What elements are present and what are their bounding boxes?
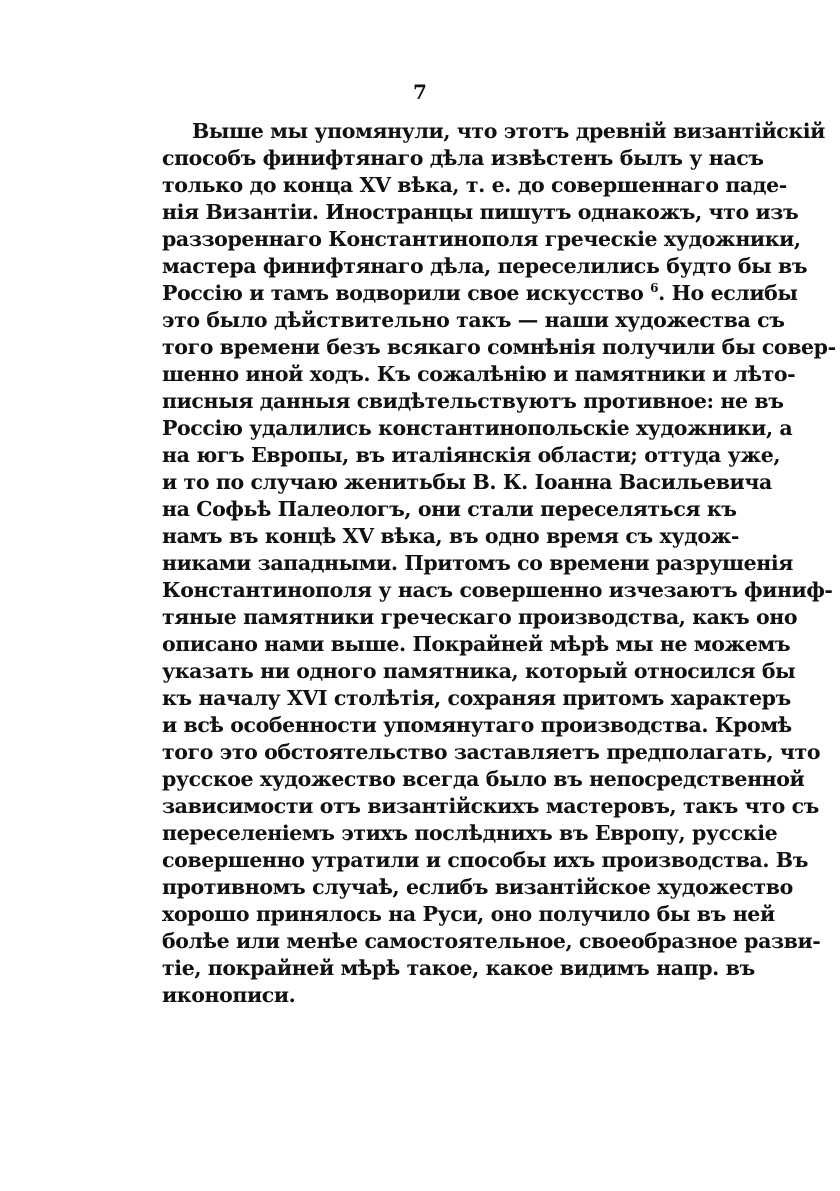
text-line: и всѣ особенности упомянутаго производства. Кромѣ — [162, 713, 792, 737]
text-line: Россію удалились константинопольскіе художники, а — [162, 416, 793, 440]
text-line: и то по случаю женитьбы В. К. Іоанна Васильевича — [162, 470, 772, 494]
text-line: русское художество всегда было въ непосредственной — [162, 767, 805, 791]
text-line: переселеніемъ этихъ послѣднихъ въ Европу, русскіе — [162, 821, 778, 845]
text-line: писныя данныя свидѣтельствуютъ противное: не въ — [162, 389, 784, 413]
text-line: мастера финифтянаго дѣла, переселились будто бы въ — [162, 254, 808, 278]
text-line: противномъ случаѣ, еслибъ византійское художество — [162, 875, 793, 899]
text-line: на Софьѣ Палеологъ, они стали переселяться къ — [162, 497, 737, 521]
body-paragraph — [162, 118, 836, 1009]
text-line: описано нами выше. Покрайней мѣрѣ мы не можемъ — [162, 632, 791, 656]
text-line: тяные памятники греческаго производства, какъ оно — [162, 605, 798, 629]
text-line: Выше мы упомянули, что этотъ древній византійскій — [192, 119, 825, 143]
text-line: шенно иной ходъ. Къ сожалѣнію и памятники и лѣто- — [162, 362, 796, 386]
text-line: зависимости отъ византійскихъ мастеровъ, такъ что съ — [162, 794, 819, 818]
text-line: болѣе или менѣе самостоятельное, своеобразное разви- — [162, 929, 821, 953]
text-line: только до конца XV вѣка, т. е. до совершеннаго паде- — [162, 173, 787, 197]
text-line: раззореннаго Константинополя греческіе художники, — [162, 227, 801, 251]
text-line: это было дѣйствительно такъ — наши художества съ — [162, 308, 785, 332]
text-line: намъ въ концѣ XV вѣка, въ одно время съ худож- — [162, 524, 740, 548]
text-line: того это обстоятельство заставляетъ предполагать, что — [162, 740, 821, 764]
text-line-with-footnote — [162, 280, 798, 307]
text-line: хорошо принялось на Руси, оно получило бы въ ней — [162, 902, 775, 926]
text-line: нія Византіи. Иностранцы пишутъ однакожъ, что изъ — [162, 200, 799, 224]
text-line: того времени безъ всякаго сомнѣнія получили бы совер- — [162, 335, 836, 359]
text-line: указать ни одного памятника, который относился бы — [162, 659, 796, 683]
text-line: тіе, покрайней мѣрѣ такое, какое видимъ напр. въ — [162, 956, 755, 980]
text-line: совершенно утратили и способы ихъ производства. Въ — [162, 848, 809, 872]
text-line: къ началу XVI столѣтія, сохраняя притомъ характеръ — [162, 686, 791, 710]
text-line: Константинополя у насъ совершенно изчезаютъ финиф- — [162, 578, 833, 602]
text-line: иконописи. — [162, 983, 296, 1007]
page-number: 7 — [413, 80, 427, 104]
footnote-reference: 6 — [650, 281, 659, 295]
text-line: на югъ Европы, въ италіянскія области; оттуда уже, — [162, 443, 781, 467]
text-line-tail: . Но еслибы — [658, 281, 798, 305]
text-line-head: Россію и тамъ водворили свое искусство — [162, 281, 644, 305]
text-line: никами западными. Притомъ со времени разрушенія — [162, 551, 794, 575]
text-line: способъ финифтянаго дѣла извѣстенъ былъ у насъ — [162, 146, 764, 170]
